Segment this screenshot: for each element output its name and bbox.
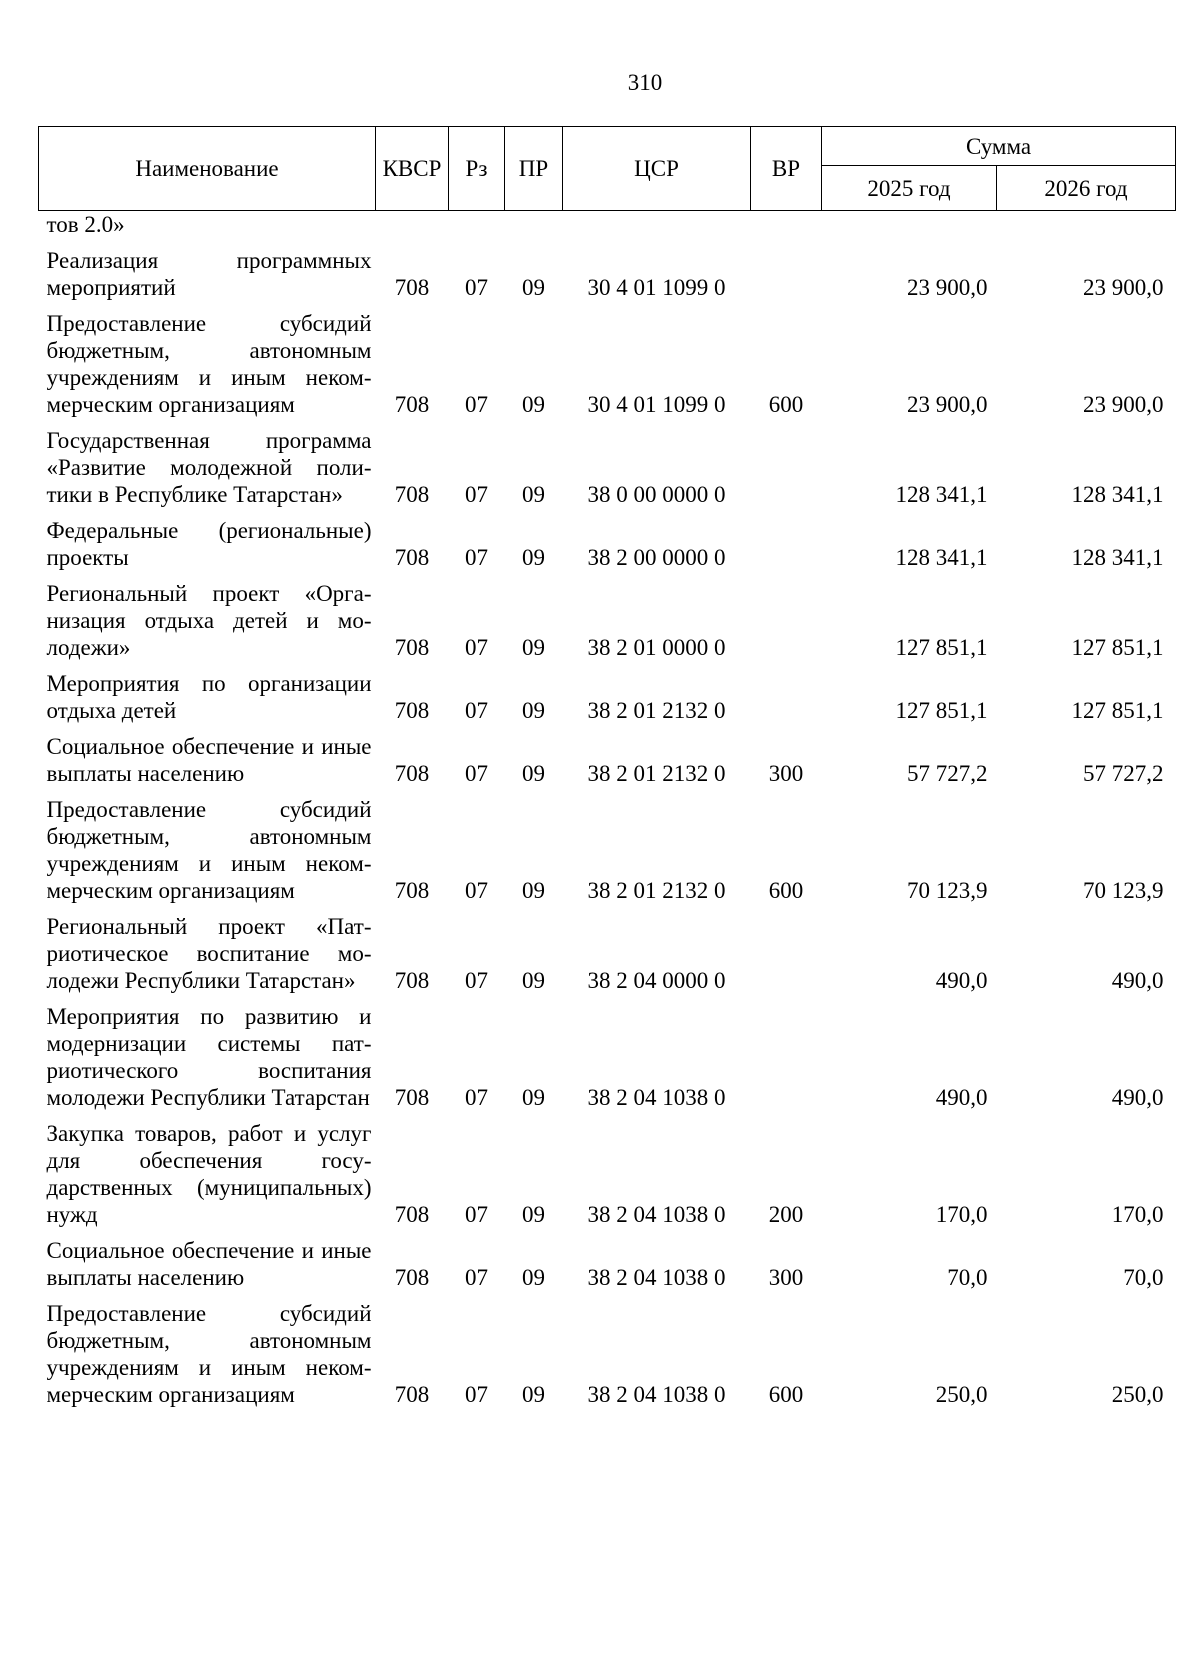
row-name: Предоставление субсидий бюджетным, автономным учреждениям и иным некоммерческим организациям [46, 1301, 372, 1407]
row-amount-2026: 23 900,0 [1083, 392, 1164, 417]
header-year-2025: 2025 год [822, 166, 997, 211]
row-amount-2025: 128 341,1 [895, 482, 988, 507]
table-header [39, 127, 1176, 211]
row-amount-2026: 127 851,1 [1071, 698, 1164, 723]
row-pr: 09 [522, 761, 545, 786]
row-name: Предоставление субсидий бюджетным, автономным учреждениям и иным некоммерческим организациям [46, 797, 372, 903]
header-year-2026: 2026 год [997, 166, 1176, 211]
header-rz: Рз [449, 127, 505, 211]
row-kvsr: 708 [394, 1085, 430, 1110]
row-csr: 38 2 04 1038 0 [587, 1382, 726, 1407]
row-amount-2026: 23 900,0 [1083, 275, 1164, 300]
row-amount-2026: 70 123,9 [1083, 878, 1164, 903]
row-kvsr: 708 [394, 698, 430, 723]
row-amount-2025: 23 900,0 [907, 392, 988, 417]
table-row [39, 1228, 1176, 1291]
row-rz: 07 [465, 1202, 488, 1227]
row-name: Мероприятия по организации отдыха детей [46, 671, 372, 723]
row-name: Федеральные (региональные) проекты [46, 518, 372, 570]
row-name: Реализация программных мероприятий [46, 248, 372, 300]
row-vr [751, 661, 822, 724]
row-kvsr: 708 [394, 482, 430, 507]
row-vr [751, 904, 822, 994]
row-amount-2026: 70,0 [1123, 1265, 1164, 1290]
table-row [39, 418, 1176, 508]
row-pr: 09 [522, 275, 545, 300]
row-amount-2025: 57 727,2 [907, 761, 988, 786]
row-rz: 07 [465, 761, 488, 786]
row-name: Региональный проект «Патриотическое воспитание молодежи Республики Татарстан» [46, 914, 372, 993]
row-csr: 38 2 04 1038 0 [587, 1085, 726, 1110]
row-name: Региональный проект «Организация отдыха детей и молодежи» [46, 581, 372, 660]
row-amount-2025: 128 341,1 [895, 545, 988, 570]
row-amount-2025: 70 123,9 [907, 878, 988, 903]
row-kvsr: 708 [394, 878, 430, 903]
row-pr: 09 [522, 1382, 545, 1407]
row-vr: 300 [768, 1265, 804, 1290]
row-csr: 38 2 00 0000 0 [587, 545, 726, 570]
row-rz: 07 [465, 1085, 488, 1110]
row-rz: 07 [465, 545, 488, 570]
row-kvsr: 708 [394, 1382, 430, 1407]
table-row [39, 508, 1176, 571]
table-row [39, 661, 1176, 724]
row-csr: 38 2 01 2132 0 [587, 761, 726, 786]
row-csr: 38 2 04 1038 0 [587, 1265, 726, 1290]
row-amount-2026: 127 851,1 [1071, 635, 1164, 660]
row-vr [751, 571, 822, 661]
row-amount-2026: 170,0 [1111, 1202, 1164, 1227]
row-kvsr: 708 [394, 761, 430, 786]
row-amount-2026: 57 727,2 [1083, 761, 1164, 786]
row-csr: 38 2 04 0000 0 [587, 968, 726, 993]
row-rz: 07 [465, 635, 488, 660]
row-kvsr: 708 [394, 635, 430, 660]
table-row [39, 787, 1176, 904]
header-sum: Сумма [822, 127, 1176, 166]
row-vr: 600 [768, 878, 804, 903]
row-rz: 07 [465, 392, 488, 417]
row-rz: 07 [465, 482, 488, 507]
row-rz: 07 [465, 275, 488, 300]
row-amount-2026: 250,0 [1111, 1382, 1164, 1407]
row-pr: 09 [522, 1265, 545, 1290]
row-vr [751, 994, 822, 1111]
row-csr: 30 4 01 1099 0 [587, 275, 726, 300]
row-kvsr: 708 [394, 1265, 430, 1290]
row-amount-2025: 490,0 [935, 1085, 988, 1110]
table-row [39, 724, 1176, 787]
row-pr: 09 [522, 635, 545, 660]
row-pr: 09 [522, 1202, 545, 1227]
row-kvsr: 708 [394, 968, 430, 993]
row-pr: 09 [522, 545, 545, 570]
row-amount-2025: 127 851,1 [895, 635, 988, 660]
table-row [39, 994, 1176, 1111]
row-amount-2025: 23 900,0 [907, 275, 988, 300]
row-rz: 07 [465, 1382, 488, 1407]
row-vr [751, 238, 822, 301]
budget-table [38, 126, 1176, 1408]
row-kvsr: 708 [394, 1202, 430, 1227]
row-amount-2025: 170,0 [935, 1202, 988, 1227]
row-amount-2026: 128 341,1 [1071, 482, 1164, 507]
row-pr: 09 [522, 392, 545, 417]
row-name: Государственная программа «Развитие молодежной политики в Республике Татарстан» [46, 428, 372, 507]
continuation-text: тов 2.0» [46, 212, 125, 237]
row-vr: 200 [768, 1202, 804, 1227]
row-csr: 30 4 01 1099 0 [587, 392, 726, 417]
row-amount-2026: 490,0 [1111, 1085, 1164, 1110]
row-name: Мероприятия по развитию и модернизации системы патриотического воспитания молодежи Республики Татарстан [46, 1004, 372, 1110]
row-vr: 300 [768, 761, 804, 786]
row-vr: 600 [768, 392, 804, 417]
row-name: Закупка товаров, работ и услуг для обеспечения государственных (муниципальных) нужд [46, 1121, 372, 1227]
page-number: 310 [627, 70, 663, 95]
table-row [39, 904, 1176, 994]
table-row [39, 238, 1176, 301]
row-pr: 09 [522, 968, 545, 993]
row-csr: 38 2 01 0000 0 [587, 635, 726, 660]
row-csr: 38 2 01 2132 0 [587, 698, 726, 723]
header-csr: ЦСР [563, 127, 751, 211]
row-amount-2026: 128 341,1 [1071, 545, 1164, 570]
row-vr [751, 508, 822, 571]
row-rz: 07 [465, 1265, 488, 1290]
header-kvsr: КВСР [376, 127, 449, 211]
row-csr: 38 2 01 2132 0 [587, 878, 726, 903]
row-pr: 09 [522, 1085, 545, 1110]
row-pr: 09 [522, 698, 545, 723]
row-amount-2025: 490,0 [935, 968, 988, 993]
row-csr: 38 0 00 0000 0 [587, 482, 726, 507]
header-vr: ВР [751, 127, 822, 211]
table-row [39, 301, 1176, 418]
table-row [39, 1291, 1176, 1408]
row-kvsr: 708 [394, 275, 430, 300]
row-rz: 07 [465, 698, 488, 723]
row-vr: 600 [768, 1382, 804, 1407]
row-rz: 07 [465, 968, 488, 993]
row-amount-2025: 127 851,1 [895, 698, 988, 723]
row-amount-2025: 70,0 [947, 1265, 988, 1290]
row-csr: 38 2 04 1038 0 [587, 1202, 726, 1227]
row-pr: 09 [522, 482, 545, 507]
row-name: Социальное обеспечение и иные выплаты населению [46, 734, 372, 786]
continuation-row [39, 211, 1176, 239]
table-body [39, 211, 1176, 1409]
header-name: Наименование [39, 127, 376, 211]
row-name: Предоставление субсидий бюджетным, автономным учреждениям и иным некоммерческим организациям [46, 311, 372, 417]
header-pr: ПР [505, 127, 563, 211]
row-pr: 09 [522, 878, 545, 903]
row-amount-2026: 490,0 [1111, 968, 1164, 993]
table-row [39, 571, 1176, 661]
row-rz: 07 [465, 878, 488, 903]
row-amount-2025: 250,0 [935, 1382, 988, 1407]
row-vr [751, 418, 822, 508]
row-kvsr: 708 [394, 545, 430, 570]
row-name: Социальное обеспечение и иные выплаты населению [46, 1238, 372, 1290]
table-row [39, 1111, 1176, 1228]
row-kvsr: 708 [394, 392, 430, 417]
